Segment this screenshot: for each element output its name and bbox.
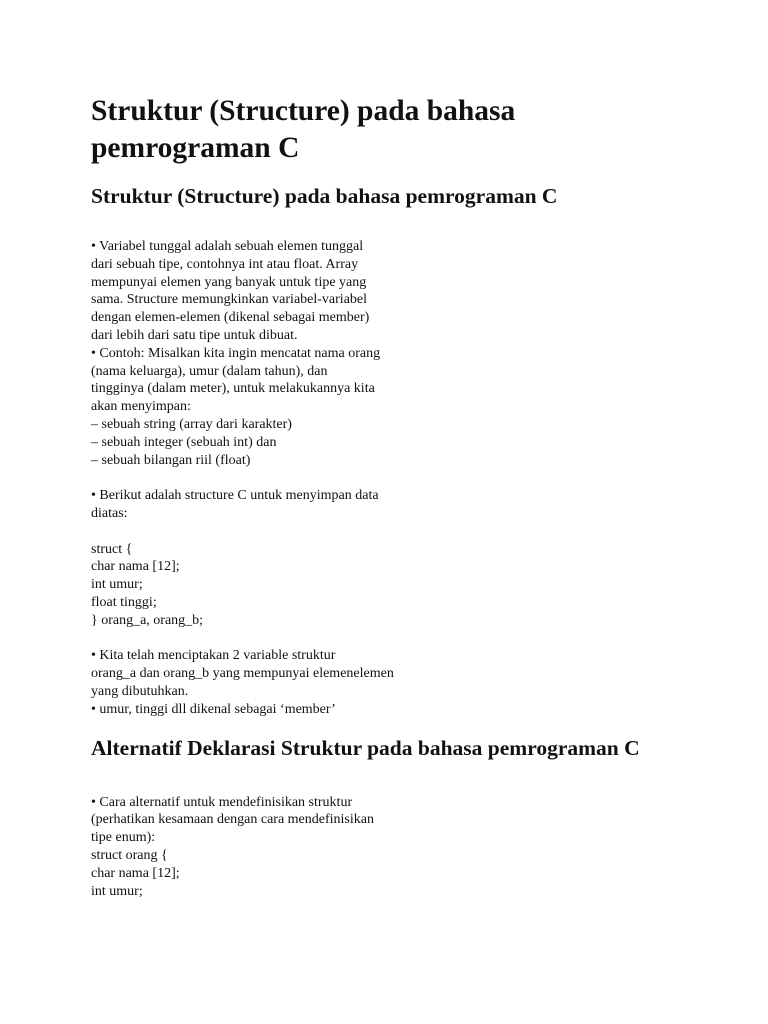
title-line: pemrograman C: [91, 132, 300, 164]
text-line: (nama keluarga), umur (dalam tahun), dan: [91, 363, 328, 379]
text-line: sama. Structure memungkinkan variabel-variabel: [91, 292, 368, 308]
text-line: – sebuah integer (sebuah int) dan: [91, 434, 277, 450]
section-body-alternatif: [91, 794, 731, 901]
text-line: orang_a dan orang_b yang mempunyai elemenelemen: [91, 666, 394, 682]
paragraph-gap: [91, 523, 731, 541]
text-line: diatas:: [91, 505, 128, 521]
text-line: tipe enum):: [91, 830, 156, 846]
text-line: akan menyimpan:: [91, 399, 191, 415]
text-line: tingginya (dalam meter), untuk melakukannya kita: [91, 381, 375, 397]
text-line: dengan elemen-elemen (dikenal sebagai member): [91, 310, 370, 326]
section-body-struktur: [91, 238, 731, 719]
text-line: struct {: [91, 541, 133, 557]
text-line: • Cara alternatif untuk mendefinisikan struktur: [91, 794, 353, 810]
title-line: Struktur (Structure) pada bahasa: [91, 95, 516, 127]
text-line: yang dibutuhkan.: [91, 683, 189, 699]
text-line: dari lebih dari satu tipe untuk dibuat.: [91, 327, 298, 343]
section-heading-alternatif: Alternatif Deklarasi Struktur pada bahasa pemrograman C: [91, 735, 640, 760]
paragraph-gap: [91, 630, 731, 648]
text-line: } orang_a, orang_b;: [91, 612, 204, 628]
section-heading-struktur: Struktur (Structure) pada bahasa pemrograman C: [91, 184, 558, 208]
text-line: • Kita telah menciptakan 2 variable struktur: [91, 648, 336, 664]
text-line: float tinggi;: [91, 594, 157, 610]
text-line: char nama [12];: [91, 865, 180, 881]
text-line: int umur;: [91, 883, 143, 899]
text-line: • umur, tinggi dll dikenal sebagai ‘member’: [91, 701, 336, 717]
text-line: mempunyai elemen yang banyak untuk tipe yang: [91, 274, 367, 290]
text-line: int umur;: [91, 577, 143, 593]
text-line: • Contoh: Misalkan kita ingin mencatat nama orang: [91, 345, 381, 361]
document-title: [91, 93, 731, 167]
text-line: char nama [12];: [91, 559, 180, 575]
text-line: struct orang {: [91, 847, 168, 863]
text-line: (perhatikan kesamaan dengan cara mendefinisikan: [91, 812, 374, 828]
text-line: dari sebuah tipe, contohnya int atau float. Array: [91, 256, 359, 272]
text-line: – sebuah bilangan riil (float): [91, 452, 251, 468]
text-line: • Berikut adalah structure C untuk menyimpan data: [91, 488, 379, 504]
paragraph-gap: [91, 469, 731, 487]
document-page: [91, 93, 731, 900]
text-line: – sebuah string (array dari karakter): [91, 416, 292, 432]
text-line: • Variabel tunggal adalah sebuah elemen tunggal: [91, 239, 364, 254]
